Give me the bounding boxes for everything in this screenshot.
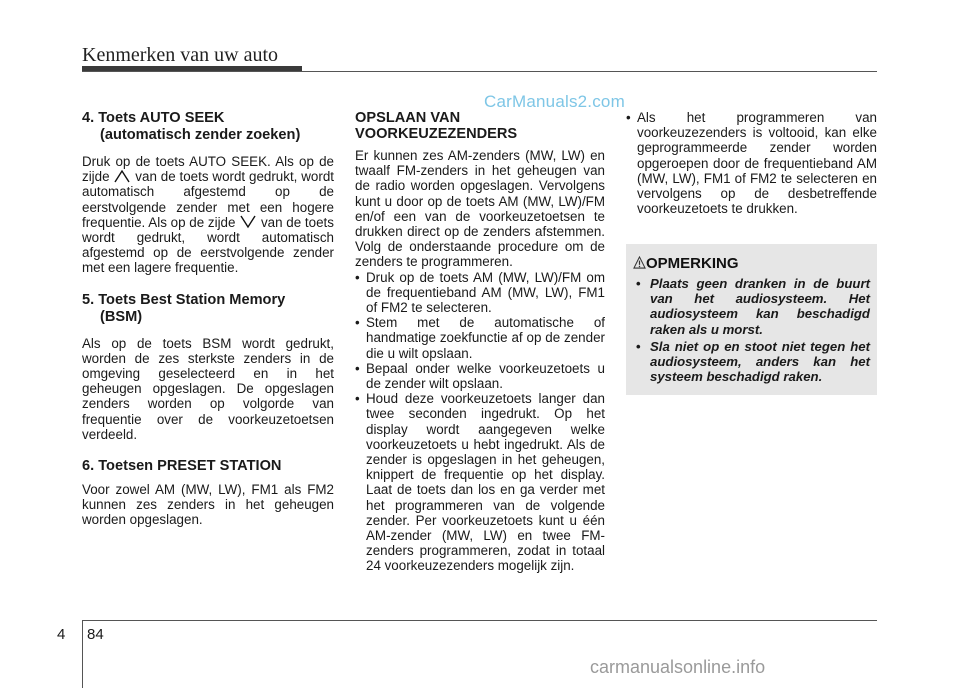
list-item: • Stem met de automatische of handmatige zoekfunctie af op de zender die u wilt opslaan. xyxy=(355,315,605,361)
column-middle xyxy=(355,110,605,574)
section-5-title-line2: (BSM) xyxy=(100,308,143,325)
note-list xyxy=(630,276,870,386)
section-4-text-c: van de toets wordt gedrukt, wordt automatisch afgestemd op de eerstvolgende zender met een lagere frequentie. xyxy=(82,214,334,276)
caret-down-icon xyxy=(239,215,257,229)
section-4-text xyxy=(82,154,334,276)
page-header-title: Kenmerken van uw auto xyxy=(82,44,279,66)
recall-list xyxy=(626,110,877,216)
header-rule xyxy=(82,71,877,72)
section-4-text-b: van de toets wordt gedrukt, wordt automatisch afgestemd op de eerstvolgende zender met een hogere frequentie. Als op de zijde xyxy=(82,169,334,230)
footer-rule xyxy=(82,620,877,621)
footer-divider xyxy=(82,620,83,688)
section-5-title xyxy=(82,292,334,326)
section-6-text: Voor zowel AM (MW, LW), FM1 als FM2 kunnen zes zenders in het geheugen worden opgeslagen. xyxy=(82,482,334,528)
warning-triangle-icon xyxy=(633,256,646,269)
section-4-title-line2: (automatisch zender zoeken) xyxy=(100,127,301,143)
list-item: • Sla niet op en stoot niet tegen het audiosysteem, anders kan het systeem beschadigd raken. xyxy=(630,339,870,385)
section-4-title-line1: 4. Toets AUTO SEEK xyxy=(82,110,225,126)
section-5-text: Als op de toets BSM wordt gedrukt, worden de zes sterkste zenders in de omgeving geselecteerd en in het geheugen opgeslagen. De opgeslagen zenders worden op volgorde van frequentie over de voorkeuzetoetsen verdeeld. xyxy=(82,335,334,442)
section-6-title: 6. Toetsen PRESET STATION xyxy=(82,458,282,475)
section-4-title xyxy=(82,110,334,144)
column-right xyxy=(626,110,877,216)
list-item: • Druk op de toets AM (MW, LW)/FM om de frequentieband AM (MW, LW), FM1 of FM2 te selecteren. xyxy=(355,270,605,316)
note-title: OPMERKING xyxy=(646,255,739,272)
watermark-top[interactable]: CarManuals2.com xyxy=(484,92,625,111)
page-number: 84 xyxy=(87,626,104,643)
section-4-text-a: Druk op de toets AUTO SEEK. Als op de zijde xyxy=(82,154,334,185)
section-number: 4 xyxy=(57,626,66,643)
section-5-title-line1: 5. Toets Best Station Memory xyxy=(82,291,286,308)
caret-up-icon xyxy=(113,169,131,183)
list-item: • Houd deze voorkeuzetoets langer dan twee seconden ingedrukt. Op het display wordt aangegeven welke voorkeuzetoets u hebt ingedrukt. Als de zender is opgeslagen in het geheugen, knippert de frequentie op het display. Laat de toets dan los en ga verder met het programmeren van de volgende zender. Per voorkeuzetoets kunt u één AM-zender (MW, LW) en twee FM-zenders programmeren, zodat in totaal 24 voorkeuzezenders mogelijk zijn. xyxy=(355,391,605,573)
presets-intro: Er kunnen zes AM-zenders (MW, LW) en twaalf FM-zenders in het geheugen van de radio worden opgeslagen. Vervolgens kunt u door op de toets AM (MW, LW)/FM en/of een van de voorkeuzetoetsen te drukken direct op de zenders afstemmen. Volg de onderstaande procedure om de zenders te programmeren. xyxy=(355,148,605,270)
presets-steps-list xyxy=(355,270,605,574)
list-item: • Als het programmeren van voorkeuzezenders is voltooid, kan elke geprogrammeerde zender worden opgeroepen door de frequentieband AM (MW, LW), FM1 of FM2 te selecteren en vervolgens op de desbetreffende voorkeuzetoets te drukken. xyxy=(626,110,877,216)
presets-title: OPSLAAN VAN VOORKEUZEZENDERS xyxy=(355,110,518,142)
column-left xyxy=(82,110,334,528)
list-item: • Bepaal onder welke voorkeuzetoets u de zender wilt opslaan. xyxy=(355,361,605,391)
list-item: • Plaats geen dranken in de buurt van het audiosysteem. Het audiosysteem kan beschadigd raken als u morst. xyxy=(630,276,870,337)
note-box xyxy=(626,244,877,395)
watermark-bottom[interactable]: carmanualsonline.info xyxy=(590,657,766,677)
